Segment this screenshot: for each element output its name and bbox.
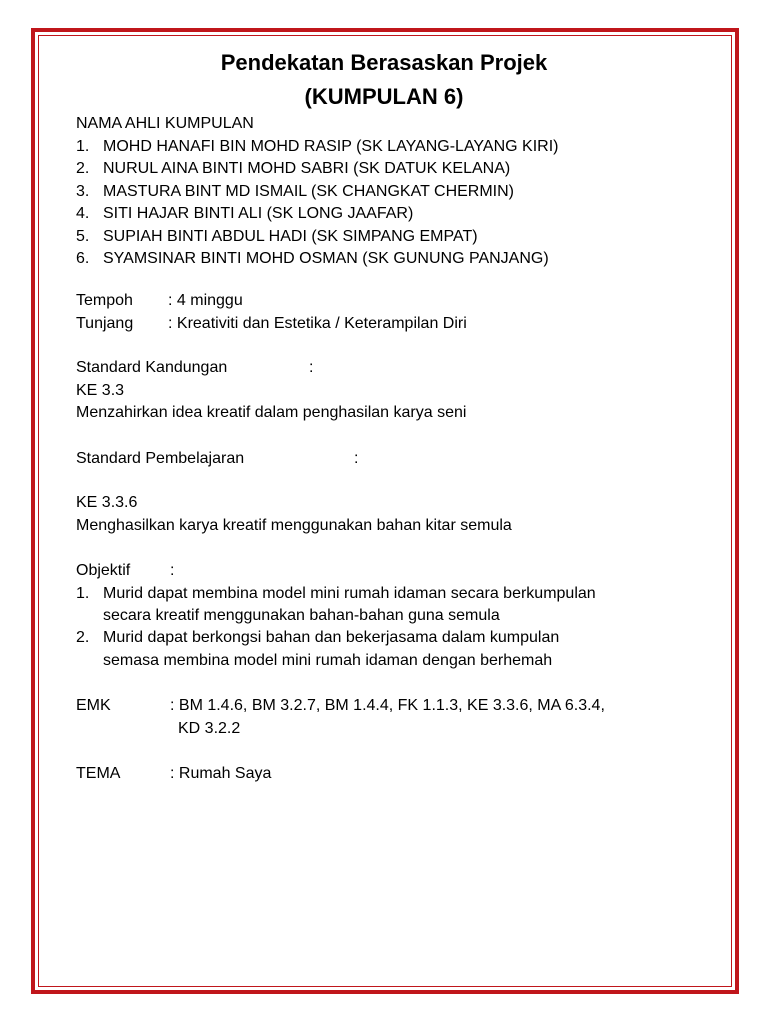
tempoh-label: Tempoh: [76, 292, 133, 309]
member-name: SYAMSINAR BINTI MOHD OSMAN (SK GUNUNG PANJANG): [103, 250, 549, 267]
standard-pembelajaran-code: KE 3.3.6: [76, 494, 138, 511]
objektif-text-line: Murid dapat berkongsi bahan dan bekerjasama dalam kumpulan: [103, 629, 560, 646]
standard-pembelajaran-colon: :: [354, 450, 359, 467]
tema-label: TEMA: [76, 765, 121, 782]
member-name: MASTURA BINT MD ISMAIL (SK CHANGKAT CHERMIN): [103, 183, 515, 200]
standard-kandungan-label: Standard Kandungan: [76, 359, 228, 376]
standard-pembelajaran-label: Standard Pembelajaran: [76, 450, 245, 467]
member-name: NURUL AINA BINTI MOHD SABRI (SK DATUK KELANA): [103, 160, 511, 177]
document-subtitle: (KUMPULAN 6): [304, 84, 464, 109]
member-number: 5.: [76, 228, 90, 245]
member-name: SITI HAJAR BINTI ALI (SK LONG JAAFAR): [103, 205, 414, 222]
emk-value-line1: : BM 1.4.6, BM 3.2.7, BM 1.4.4, FK 1.1.3, KE 3.3.6, MA 6.3.4,: [170, 697, 605, 714]
tunjang-label: Tunjang: [76, 315, 134, 332]
standard-kandungan-colon: :: [309, 359, 314, 376]
standard-kandungan-code: KE 3.3: [76, 382, 125, 399]
emk-value-line2: KD 3.2.2: [178, 720, 241, 737]
document-title: Pendekatan Berasaskan Projek: [220, 50, 548, 75]
emk-label: EMK: [76, 697, 111, 714]
member-number: 3.: [76, 183, 90, 200]
tema-value: : Rumah Saya: [170, 765, 272, 782]
objektif-number: 1.: [76, 585, 90, 602]
objektif-label: Objektif: [76, 562, 131, 579]
member-number: 4.: [76, 205, 90, 222]
tunjang-value: : Kreativiti dan Estetika / Keterampilan Diri: [168, 315, 467, 332]
objektif-text-line: secara kreatif menggunakan bahan-bahan guna semula: [103, 607, 500, 624]
objektif-text-line: Murid dapat membina model mini rumah idaman secara berkumpulan: [103, 585, 596, 602]
objektif-colon: :: [170, 562, 175, 579]
objektif-number: 2.: [76, 629, 90, 646]
standard-pembelajaran-text: Menghasilkan karya kreatif menggunakan bahan kitar semula: [76, 517, 512, 534]
standard-kandungan-text: Menzahirkan idea kreatif dalam penghasilan karya seni: [76, 404, 467, 421]
member-number: 1.: [76, 138, 90, 155]
member-name: MOHD HANAFI BIN MOHD RASIP (SK LAYANG-LAYANG KIRI): [103, 138, 559, 155]
member-number: 6.: [76, 250, 90, 267]
member-name: SUPIAH BINTI ABDUL HADI (SK SIMPANG EMPAT): [103, 228, 478, 245]
tempoh-value: : 4 minggu: [168, 292, 243, 309]
objektif-text-line: semasa membina model mini rumah idaman dengan berhemah: [103, 652, 553, 669]
member-number: 2.: [76, 160, 90, 177]
members-heading: NAMA AHLI KUMPULAN: [76, 115, 254, 132]
